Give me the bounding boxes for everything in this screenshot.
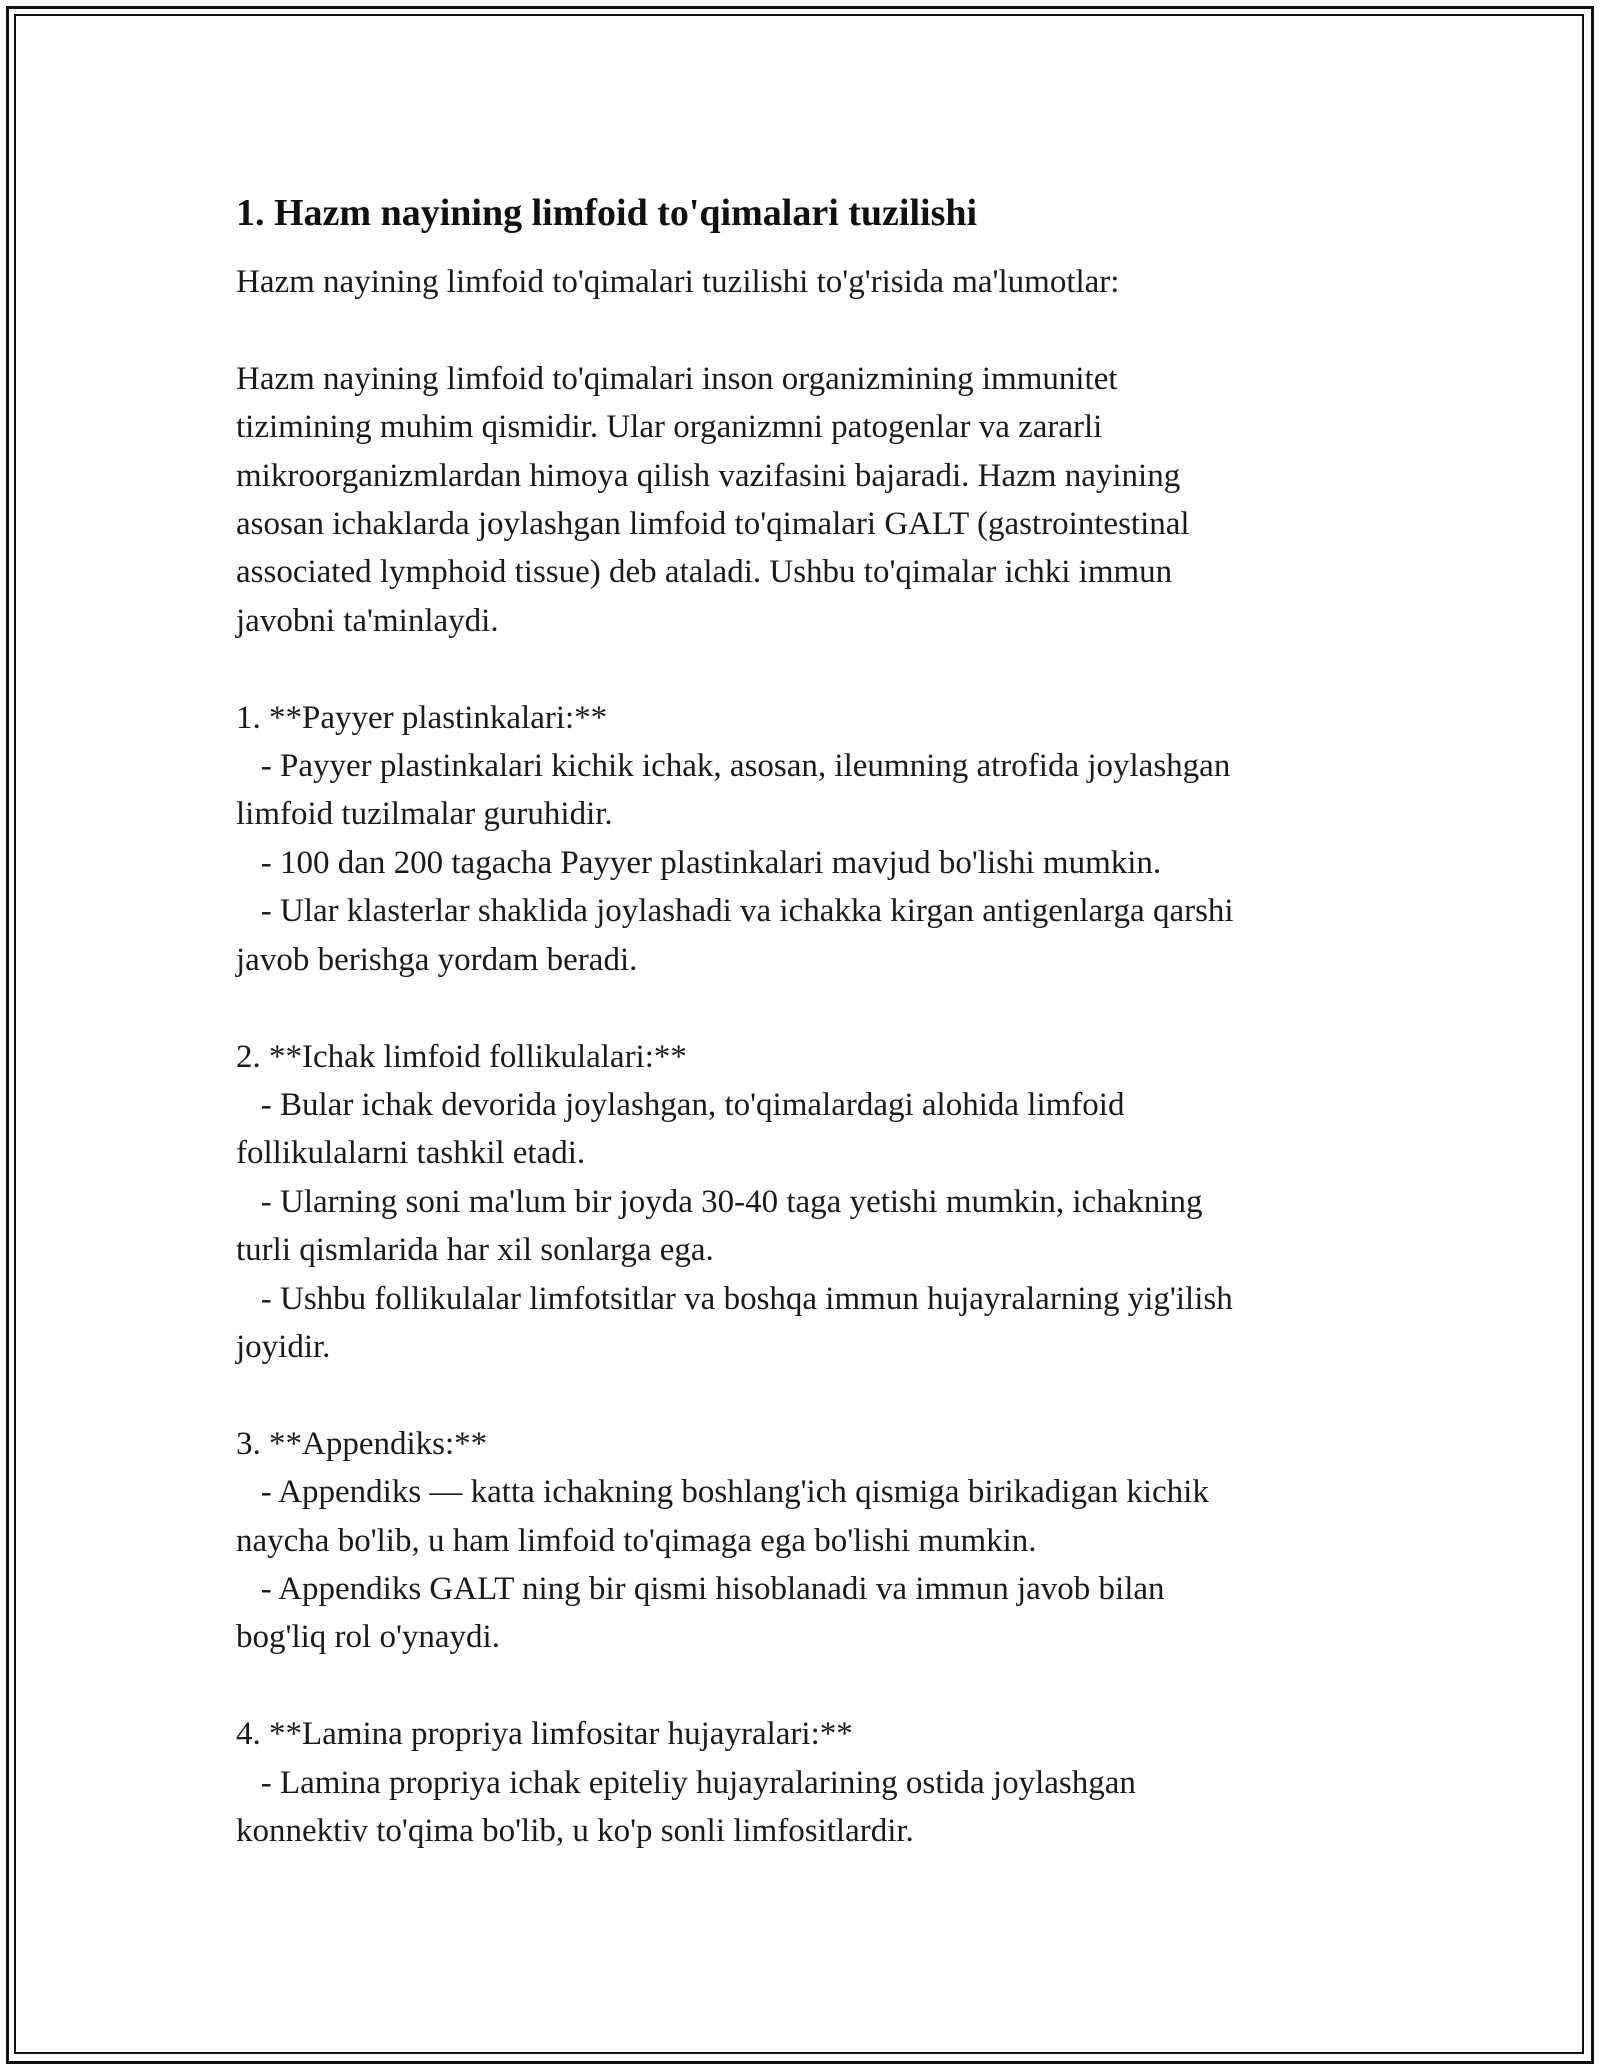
intro-text: Hazm nayining limfoid to'qimalari tuzilishi to'g'risida ma'lumotlar: [236,264,1120,300]
section-title: 1. **Payyer plastinkalari:** [236,699,608,736]
blank-line [236,1662,1366,1710]
section-body: - Bular ichak devorida joylashgan, to'qimalardagi alohida limfoid follikulalarni tashkil etadi. - Ularning soni ma'lum bir joyda 30-40 taga yetishi mumkin, ichakning turli qismlarida har xil sonlarga ega. - Ushbu follikulalar limfotsitlar va boshqa immun hujayralarning yig'ilish joyidir. [236,1086,1233,1365]
section-lamina-propriya [236,1710,1366,1855]
section-payyer [236,694,1366,984]
section-follikulalar [236,1033,1366,1372]
blank-line [236,645,1366,693]
main-paragraph: Hazm nayining limfoid to'qimalari inson organizmining immunitet tizimining muhim qismidir. Ular organizmni patogenlar va zararli mikroorganizmlardan himoya qilish vazifasini bajaradi. Hazm nayining asosan ichaklarda joylashgan limfoid to'qimalari GALT (gastrointestinal associated lymphoid tissue) deb ataladi. Ushbu to'qimalar ichki immun javobni ta'minlaydi. [236,360,1190,639]
blank-line [236,984,1366,1032]
document-heading: 1. Hazm nayining limfoid to'qimalari tuzilishi [236,192,978,234]
section-body: - Lamina propriya ichak epiteliy hujayralarining ostida joylashgan konnektiv to'qima bo'lib, u ko'p sonli limfositlardir. [236,1764,1136,1849]
blank-line [236,1371,1366,1419]
blank-line [236,306,1366,354]
section-title: 3. **Appendiks:** [236,1425,488,1462]
section-body: - Appendiks — katta ichakning boshlang'ich qismiga birikadigan kichik naycha bo'lib, u ham limfoid to'qimaga ega bo'lishi mumkin. - Appendiks GALT ning bir qismi hisoblanadi va immun javob bilan bog'liq rol o'ynaydi. [236,1474,1209,1656]
section-title: 4. **Lamina propriya limfositar hujayralari:** [236,1716,853,1753]
section-title: 2. **Ichak limfoid follikulalari:** [236,1038,687,1075]
document-body [236,186,1366,1855]
section-body: - Payyer plastinkalari kichik ichak, asosan, ileumning atrofida joylashgan limfoid tuzilmalar guruhidir. - 100 dan 200 tagacha Payyer plastinkalari mavjud bo'lishi mumkin. - Ular klasterlar shaklida joylashadi va ichakka kirgan antigenlarga qarshi javob berishga yordam beradi. [236,748,1234,978]
section-appendiks [236,1420,1366,1662]
